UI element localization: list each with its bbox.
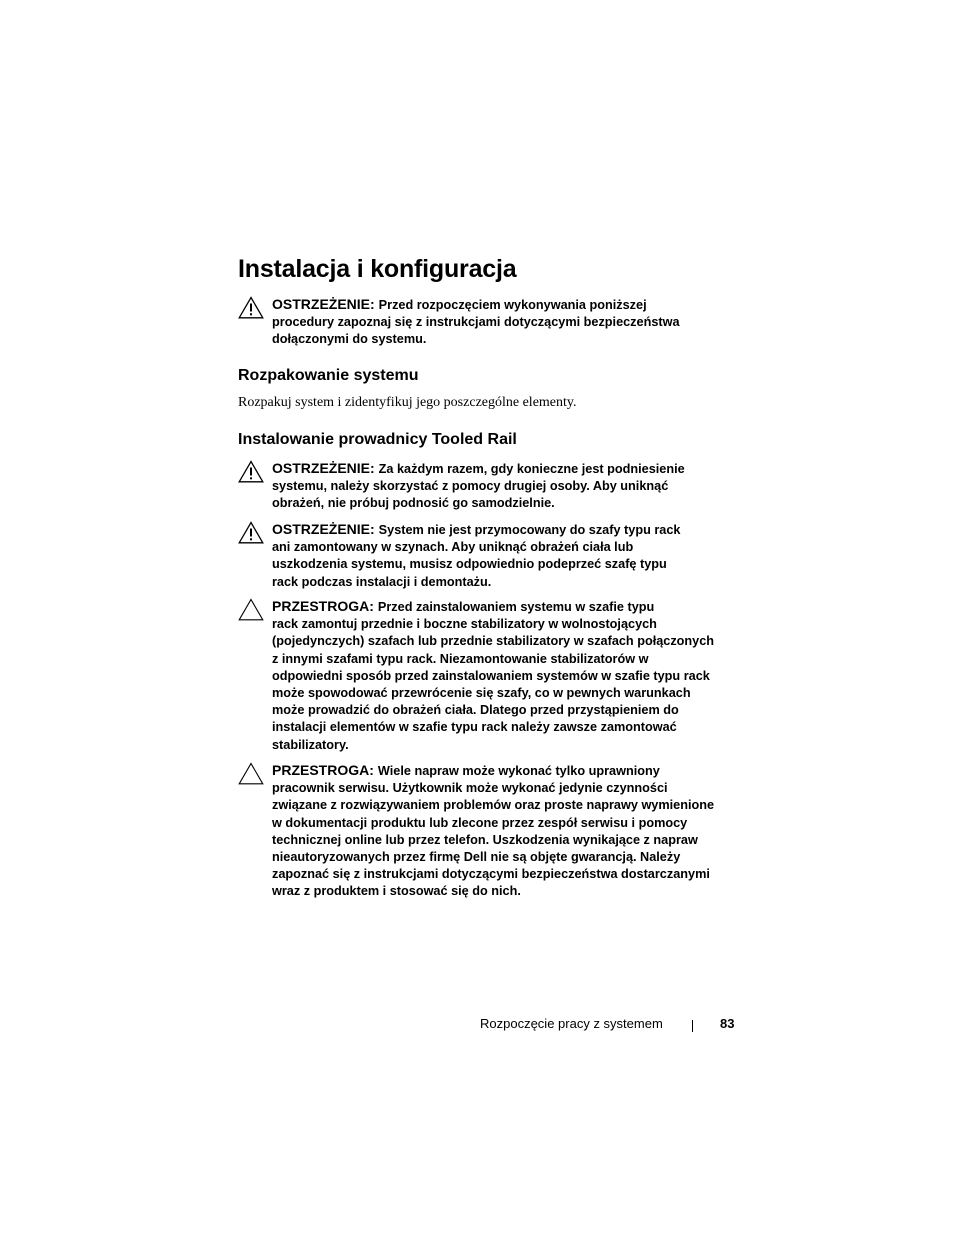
caution-label: PRZESTROGA:	[272, 762, 374, 778]
warning-text: OSTRZEŻENIE: Przed rozpoczęciem wykonywania poniższej procedury zapoznaj się z instrukcjami dotyczącymi bezpieczeństwa dołączonymi do systemu.	[272, 296, 680, 347]
section-heading-rail: Instalowanie prowadnicy Tooled Rail	[238, 431, 517, 448]
caution-icon	[238, 598, 264, 621]
warning-icon	[238, 296, 264, 319]
warning-text: OSTRZEŻENIE: System nie jest przymocowany do szafy typu rack ani zamontowany w szynach. Aby uniknąć obrażeń ciała lub uszkodzenia systemu, musisz odpowiednio podeprzeć szafę typu rack podczas instalacji i demontażu.	[272, 521, 681, 589]
warning-label: OSTRZEŻENIE:	[272, 460, 375, 476]
warning-label: OSTRZEŻENIE:	[272, 296, 375, 312]
page-number: 83	[720, 1016, 735, 1031]
warning-icon	[238, 460, 264, 483]
page-title: Instalacja i konfiguracja	[238, 255, 517, 283]
caution-text: PRZESTROGA: Przed zainstalowaniem systemu w szafie typu rack zamontuj przednie i boczne stabilizatory w wolnostojących (pojedynczych) szafach lub przednie stabilizatory w szafach połączonych z innymi szafami typu rack. Niezamontowanie stabilizatorów w odpowiedni sposób przed zainstalowaniem systemów w szafie typu rack może spowodować przewrócenie się szafy, co w pewnych warunkach może prowadzić do obrażeń ciała. Dlatego przed przystąpieniem do instalacji elementów w szafie typu rack należy zawsze zamontować stabilizatory.	[272, 598, 715, 752]
section-heading-unpack: Rozpakowanie systemu	[238, 367, 419, 384]
warning-icon	[238, 521, 264, 544]
footer-section-title: Rozpoczęcie pracy z systemem	[480, 1016, 663, 1031]
caution-icon	[238, 762, 264, 785]
footer-divider	[692, 1020, 693, 1032]
caution-text: PRZESTROGA: Wiele napraw może wykonać tylko uprawniony pracownik serwisu. Użytkownik może wykonać jedynie czynności związane z rozwiązywaniem problemów oraz proste naprawy wymienione w dokumentacji produktu lub zlecone przez zespół serwisu i pomocy technicznej online lub przez telefon. Uszkodzenia wynikające z napraw nieautoryzowanych przez firmę Dell nie są objęte gwarancją. Należy zapoznać się z instrukcjami dotyczącymi bezpieczeństwa dostarczanymi wraz z produktem i stosować się do nich.	[272, 762, 715, 899]
warning-text: OSTRZEŻENIE: Za każdym razem, gdy konieczne jest podniesienie systemu, należy skorzystać z pomocy drugiej osoby. Aby uniknąć obrażeń, nie próbuj podnosić go samodzielnie.	[272, 460, 685, 511]
caution-label: PRZESTROGA:	[272, 598, 374, 614]
section-body-unpack: Rozpakuj system i zidentyfikuj jego poszczególne elementy.	[238, 395, 577, 410]
warning-label: OSTRZEŻENIE:	[272, 521, 375, 537]
